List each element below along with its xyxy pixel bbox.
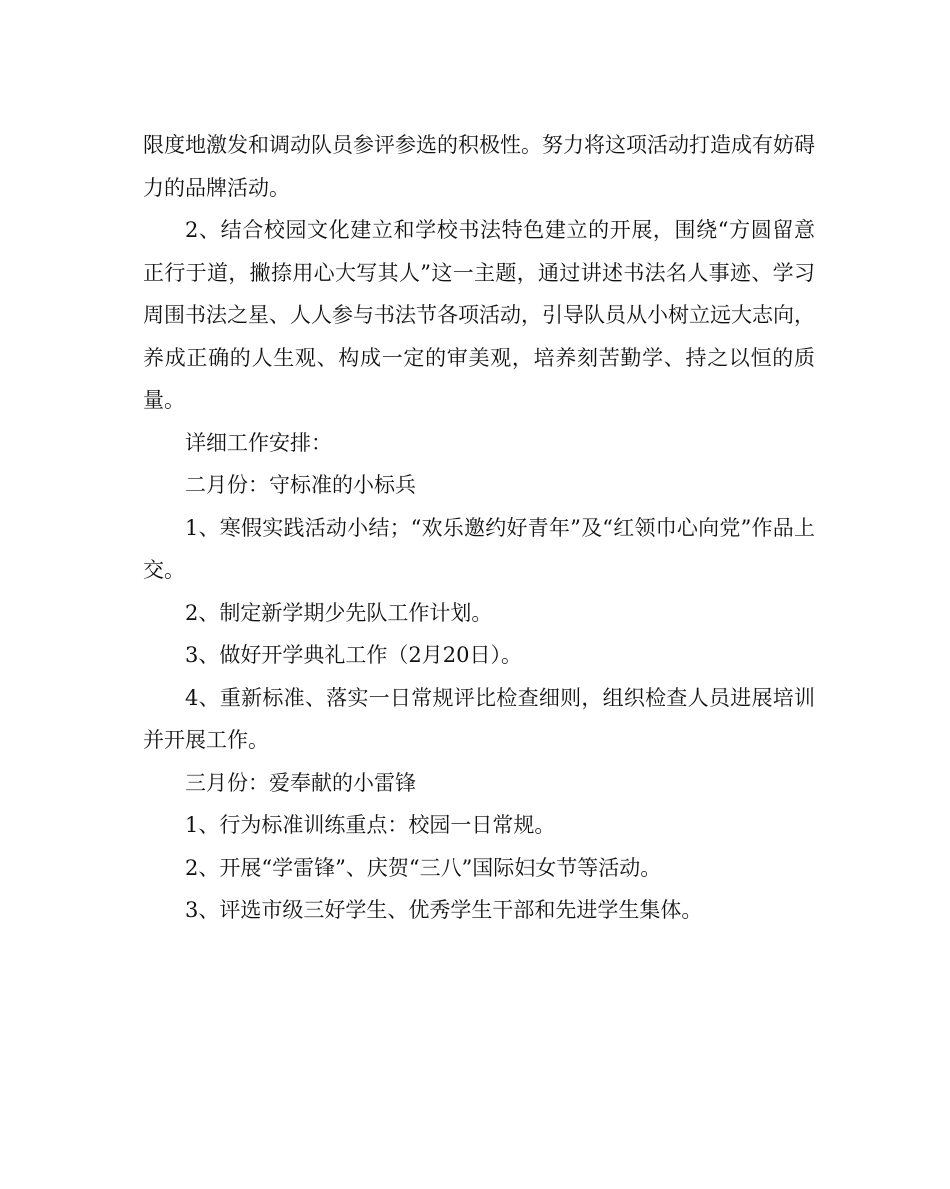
february-item-2: 2、制定新学期少先队工作计划。 (185, 600, 493, 625)
february-item-3: 3、做好开学典礼工作（2月20日）。 (185, 643, 522, 667)
paragraph-2: 2、结合校园文化建立和学校书法特色建立的开展，围绕“方圆留意正行于道，撇捺用心大写其人”这一主题，通过讲述书法名人事迹、学习周围书法之星、人人参与书法节各项活动，引导队员从小树立远大志向，养成正确的人生观、构成一定的审美观，培养刻苦勤学、持之以恒的质量。 (143, 218, 815, 412)
month-heading-march: 三月份：爱奉献的小雷锋 (185, 770, 416, 795)
february-item-4: 4、重新标准、落实一日常规评比检查细则，组织检查人员进展培训并开展工作。 (143, 685, 815, 752)
paragraph-1: 限度地激发和调动队员参评参选的积极性。努力将这项活动打造成有妨碍力的品牌活动。 (143, 133, 815, 200)
march-item-1: 1、行为标准训练重点：校园一日常规。 (185, 813, 556, 837)
march-item-3: 3、评选市级三好学生、优秀学生干部和先进学生集体。 (185, 898, 703, 922)
february-item-1: 1、寒假实践活动小结；“欢乐邀约好青年”及“红领巾心向党”作品上交。 (143, 515, 815, 582)
month-heading-february: 二月份：守标准的小标兵 (185, 473, 416, 497)
document-body (143, 124, 815, 932)
march-item-2: 2、开展“学雷锋”、庆贺“三八”国际妇女节等活动。 (185, 855, 662, 880)
section-heading-work-plan: 详细工作安排： (185, 430, 332, 455)
